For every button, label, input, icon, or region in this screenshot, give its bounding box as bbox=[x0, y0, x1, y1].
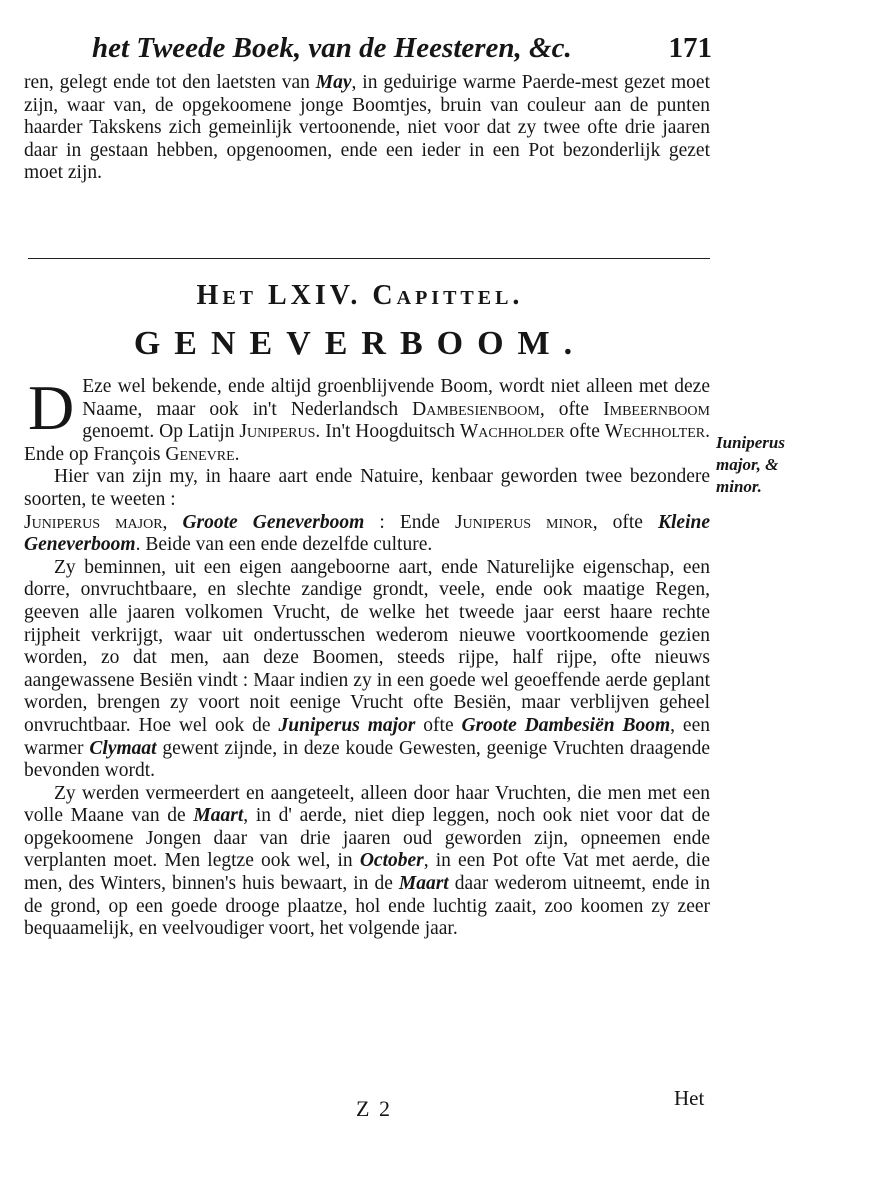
drop-cap: D bbox=[28, 372, 75, 443]
running-title: het Tweede Boek, van de Heesteren, &c. bbox=[92, 32, 572, 64]
text-run: . bbox=[234, 443, 240, 465]
text-run: , een warmer bbox=[24, 714, 710, 759]
margin-note bbox=[716, 432, 816, 498]
text-run: Kleine Geneverboom bbox=[24, 511, 710, 556]
text-run: : Ende bbox=[364, 511, 455, 533]
text-run: . Beide van een ende dezelfde culture. bbox=[135, 534, 433, 556]
paragraph-intro bbox=[24, 372, 710, 466]
text-run: , ofte bbox=[539, 398, 604, 420]
text-run: genoemt. Op Latijn bbox=[82, 421, 240, 443]
carryover-text: , in geduirige warme Paerde-mest gezet moet zijn, waar van, de opgekoomene jonge Boomtjes, bruin van couleur aan de punten haarder Takskens zich gemeinlijk vertoonende, niet voor dat zy twee ofte drie jaaren daar in gestaan hebben, opgenoomen, ende een ieder in een Pot bezonderlijk gezet moet zijn. bbox=[24, 72, 710, 184]
text-run: Groote Dambesiën Boom bbox=[461, 714, 671, 736]
text-run: Juniperus major bbox=[24, 511, 163, 533]
section-divider bbox=[28, 258, 710, 259]
margin-note-line: minor. bbox=[716, 477, 762, 496]
paragraph-nature bbox=[24, 557, 710, 783]
text-run: , bbox=[162, 511, 183, 533]
running-header bbox=[92, 30, 712, 66]
text-run: Juniperus bbox=[239, 421, 316, 443]
text-run: Wechholter bbox=[604, 421, 706, 443]
paragraph-species: Hier van zijn my, in haare aart ende Natuire, kenbaar geworden twee bezondere soorten, te weeten : bbox=[24, 466, 710, 510]
chapter-title: GENEVERBOOM. bbox=[133, 325, 587, 362]
text-run: Maart bbox=[193, 805, 244, 827]
text-run: Wachholder bbox=[459, 421, 565, 443]
chapter-body bbox=[24, 372, 710, 941]
text-run: Maart bbox=[398, 873, 449, 895]
text-run: October bbox=[359, 850, 424, 872]
text-run: Imbeernboom bbox=[603, 398, 710, 420]
text-run: Groote Geneverboom bbox=[182, 511, 365, 533]
text-run: . Ende op François bbox=[24, 421, 710, 465]
text-run: Genevre bbox=[165, 443, 235, 465]
text-run: Zy beminnen, uit een eigen aangeboorne aart, ende Naturelijke eigenschap, een dorre, onvruchtbaare, en slechte zandige grondt, veele, ende ook maatige Regen, geeven alle jaaren volkomen Vrucht, de welke het tweede jaar eerst haare rechte rijpheit verkrijgt, waar uit ondertusschen wederom nieuwe voortkoomende gezien worden, zo dat men, aan deze Boomen, steeds rijpe, half rijpe, ofte nieuws aangewassene Besiën vindt : Maar indien zy in een goede wel geoeffende aerde geplant worden, brengen zy voort noit eenige Vrucht ofte Besiën, maar verblijven geheel onvruchtbaar. Hoe wel ook de bbox=[24, 556, 710, 736]
text-run: Juniperus minor bbox=[454, 511, 593, 533]
text-run: , in d' aerde, niet diep leggen, noch ook niet voor dat de opgekoomene Jongen daar van drie jaaren oud geworden zijn, opneemen ende verplanten moet. Men legtze ook wel, in bbox=[24, 805, 710, 872]
carryover-italic: May bbox=[315, 72, 352, 93]
text-run: . In't Hoogduitsch bbox=[315, 421, 460, 443]
text-run: ofte bbox=[564, 421, 605, 443]
carryover-text: ren, gelegt ende tot den laetsten van bbox=[24, 72, 316, 93]
paragraph-names bbox=[24, 512, 710, 557]
carryover-paragraph bbox=[24, 72, 710, 185]
text-run: , ofte bbox=[592, 511, 658, 533]
text-run: , in een Pot ofte Vat met aerde, die men, des Winters, binnen's huis bewaart, in de bbox=[24, 850, 710, 895]
page-number: 171 bbox=[668, 32, 712, 64]
text-run: ofte bbox=[415, 714, 462, 736]
text-run: daar wederom uitneemt, ende in de grond, op een goede drooge plaatze, hol ende luchtig zaait, zoo koomen zy zeer bequaamelijk, en veelvoudiger voort, het volgende jaar. bbox=[24, 873, 710, 940]
text-run: gewent zijnde, in deze koude Gewesten, geenige Vruchten draagende bevonden wordt. bbox=[24, 737, 710, 782]
catchword: Het bbox=[674, 1086, 705, 1110]
text-run: Dambesienboom bbox=[412, 398, 540, 420]
chapter-heading: Het LXIV. Capittel. bbox=[196, 280, 524, 311]
paragraph-propagation bbox=[24, 783, 710, 941]
text-run: Juniperus major bbox=[278, 714, 416, 736]
text-run: Eze wel bekende, ende altijd groenblijvende Boom, wordt niet alleen met deze Naame, maar ook in't Nederlandsch bbox=[82, 376, 710, 420]
signature-mark: Z 2 bbox=[356, 1096, 392, 1121]
text-run: Clymaat bbox=[89, 737, 157, 759]
text-run: Zy werden vermeerdert en aangeteelt, alleen door haar Vruchten, die men met een volle Maane van de bbox=[24, 782, 710, 827]
margin-note-line: Iuniperus bbox=[716, 433, 785, 452]
margin-note-line: major, & bbox=[716, 455, 779, 474]
